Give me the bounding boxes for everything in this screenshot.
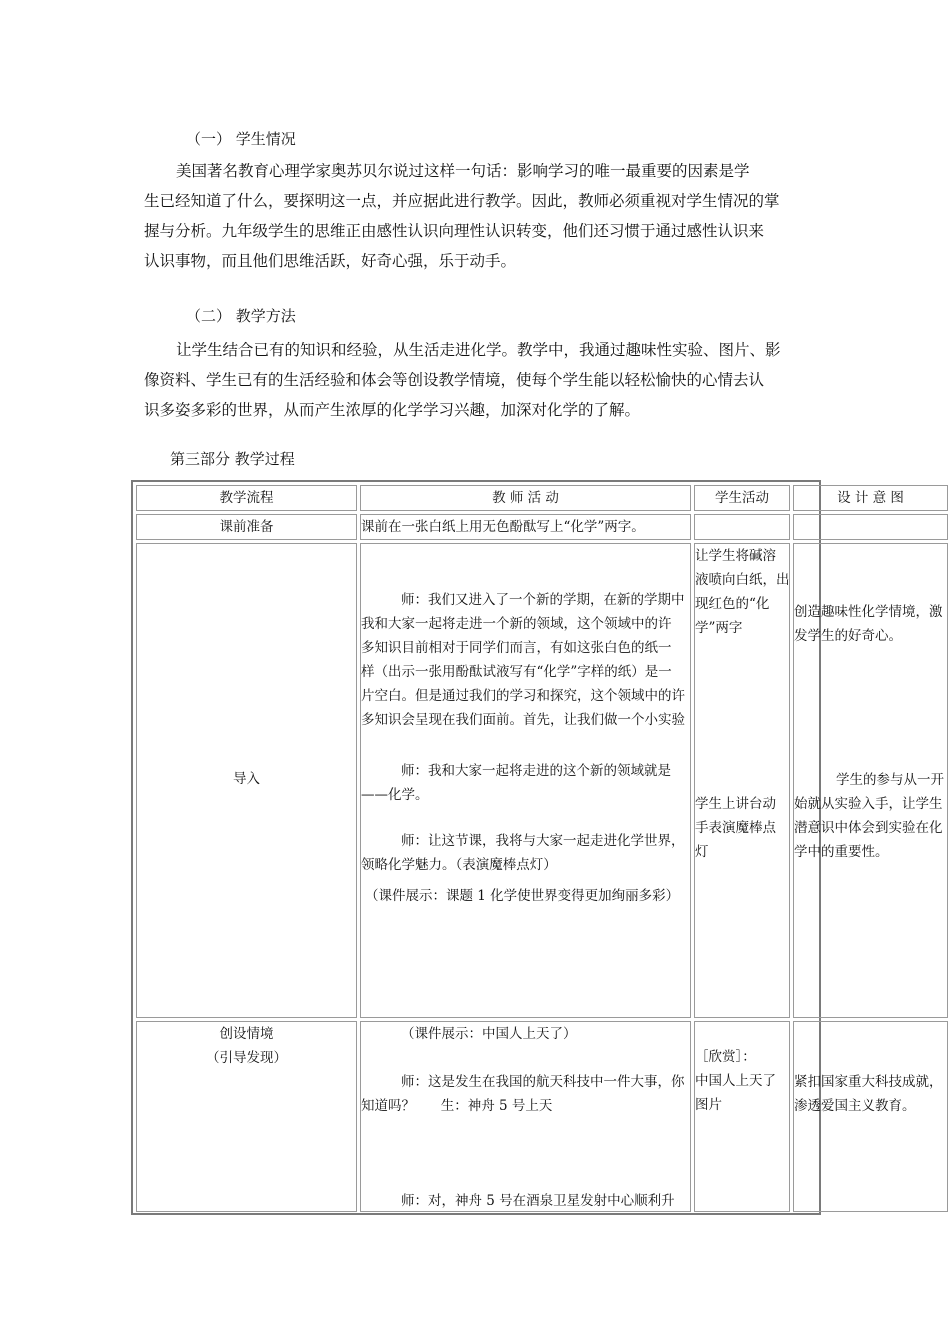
stage-cell-introduction [136,543,357,1018]
student-paragraph-2 [695,792,776,864]
student-cell-scenario [694,1021,790,1212]
text-line: （课件展示：中国人上天了） [401,1026,577,1042]
stage-label: 导入 [233,771,260,787]
text-line: 现红色的“化 [695,596,770,612]
paragraph-teaching-method [144,335,784,425]
design-paragraph-2 [794,768,944,864]
paragraph-line: 认识事物，而且他们思维活跃，好奇心强，乐于动手。 [144,252,517,270]
text-line: 师：这是发生在我国的航天科技中一件大事，你 [401,1074,685,1090]
design-cell-scenario [793,1021,948,1212]
text-line: 紧扣国家重大科技成就， [794,1074,943,1090]
stage-cell-scenario [136,1021,357,1212]
text-line: 样（出示一张用酚酞试液写有“化学”字样的纸）是一 [361,664,672,680]
header-cell-flow: 教学流程 [136,485,357,511]
teacher-text: 课前在一张白纸上用无色酚酞写上“化学”两字。 [361,519,645,535]
paragraph-line: 识多姿多彩的世界，从而产生浓厚的化学学习兴趣，加深对化学的了解。 [144,401,641,419]
paragraph-line: 像资料、学生已有的生活经验和体会等创设教学情境，使每个学生能以轻松愉快的心情去认 [144,371,765,389]
text-line: ——化学。 [361,787,429,803]
teaching-process-table [131,480,944,1215]
header-cell-design-intent: 设 计 意 图 [793,485,948,511]
paragraph-line: 美国著名教育心理学家奥苏贝尔说过这样一句话：影响学习的唯一最重要的因素是学 [176,162,750,180]
teacher-paragraph-2 [361,759,671,807]
teacher-paragraph-3 [361,1189,675,1212]
section-heading-student-situation: （一） 学生情况 [186,130,296,148]
student-paragraph-1 [695,544,790,640]
text-line: 学中的重要性。 [794,844,889,860]
text-line: 发学生的好奇心。 [794,628,902,644]
text-line: 手表演魔棒点 [695,820,776,836]
stage-label [137,1022,356,1070]
student-cell-preparation [694,514,790,540]
design-paragraph-1 [794,600,943,648]
text-line: 师：对，神舟 5 号在酒泉卫星发射中心顺利升 [401,1193,675,1209]
text-line: 领略化学魅力。（表演魔棒点灯） [361,857,557,873]
teacher-paragraph-3 [361,829,685,877]
paragraph-student-situation [144,156,784,276]
teacher-cell-introduction [360,543,691,1018]
stage-cell-preparation: 课前准备 [136,514,357,540]
teacher-paragraph-4 [365,884,679,908]
paragraph-line: 生已经知道了什么，要探明这一点，并应据此进行教学。因此，教师必须重视对学生情况的掌 [144,192,780,210]
text-line: 多知识目前相对于同学们而言，有如这张白色的纸一 [361,640,672,656]
teacher-paragraph-1 [361,1022,577,1046]
teacher-cell-preparation [360,514,691,540]
text-line: 知道吗？ 生：神舟 5 号上天 [361,1098,553,1114]
text-line: 液喷向白纸，出 [695,572,790,588]
text-line: （引导发现） [206,1050,287,1066]
text-line: 师：我们又进入了一个新的学期，在新的学期中 [401,592,685,608]
text-line: 中国人上天了 [695,1073,776,1089]
design-cell-preparation [793,514,948,540]
section-heading-teaching-process: 第三部分 教学过程 [170,450,295,468]
text-line: （课件展示：课题 1 化学使世界变得更加绚丽多彩） [365,888,680,904]
paragraph-line: 让学生结合已有的知识和经验，从生活走进化学。教学中，我通过趣味性实验、图片、影 [176,341,781,359]
text-line: 渗透爱国主义教育。 [794,1098,916,1114]
text-line: 学生上讲台动 [695,796,776,812]
text-line: 始就从实验入手，让学生 [794,796,943,812]
design-cell-introduction [793,543,948,1018]
text-line: 灯 [695,844,709,860]
text-line: 创设情境 [219,1026,274,1042]
text-line: 让学生将碱溶 [695,548,776,564]
section-heading-teaching-method: （二） 教学方法 [186,307,296,325]
teacher-paragraph-1 [361,588,685,732]
teacher-paragraph-2 [361,1070,685,1118]
student-paragraph [695,1045,776,1117]
teacher-cell-scenario [360,1021,691,1212]
text-line: 学”两字 [695,620,743,636]
text-line: 图片 [695,1097,722,1113]
text-line: 多知识会呈现在我们面前。首先，让我们做一个小实验 [361,712,685,728]
header-cell-teacher-activity: 教 师 活 动 [360,485,691,511]
header-cell-student-activity: 学生活动 [694,485,790,511]
text-line: 学生的参与从一开 [836,772,944,788]
text-line: 师：让这节课，我将与大家一起走进化学世界， [401,833,685,849]
text-line: 片空白。但是通过我们的学习和探究，这个领域中的许 [361,688,685,704]
text-line: 创造趣味性化学情境，激 [794,604,943,620]
design-paragraph [794,1070,943,1118]
text-line: 师：我和大家一起将走进的这个新的领域就是 [401,763,671,779]
student-cell-introduction [694,543,790,1018]
paragraph-line: 握与分析。九年级学生的思维正由感性认识向理性认识转变，他们还习惯于通过感性认识来 [144,222,765,240]
text-line: 潜意识中体会到实验在化 [794,820,943,836]
text-line: 我和大家一起将走进一个新的领域，这个领域中的许 [361,616,672,632]
text-line: ［欣赏］： [695,1049,756,1065]
